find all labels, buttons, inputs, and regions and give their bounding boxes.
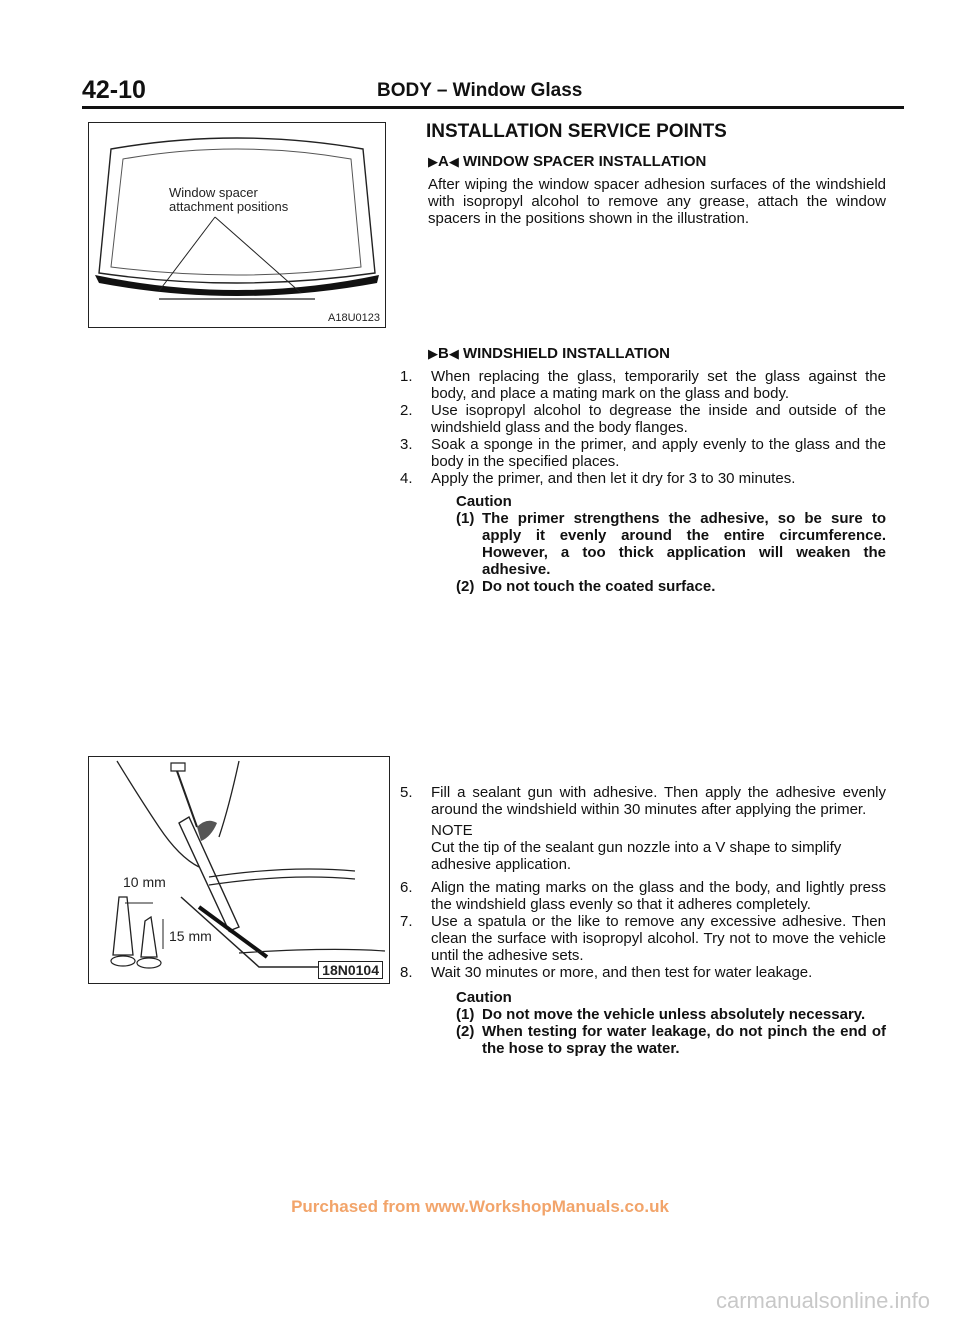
caution-text: The primer strengthens the adhesive, so be sure to apply it evenly around the entire circumference. However, a too thick application will weaken the adhesive. [482,510,886,578]
step-text: Use isopropyl alcohol to degrease the inside and outside of the windshield glass and the body flanges. [431,402,886,436]
step-text: Align the mating marks on the glass and the body, and lightly press the windshield glass evenly so that it adheres completely. [431,879,886,913]
step-text: Fill a sealant gun with adhesive. Then apply the adhesive evenly around the windshield within 30 minutes after applying the primer. [431,784,886,818]
caution-item [456,510,886,578]
left-triangle-icon: ◀ [448,346,459,361]
step-item [400,784,886,818]
section-a-body: After wiping the window spacer adhesion surfaces of the windshield with isopropyl alcohol to remove any grease, attach the window spacers in the positions shown in the illustration. [428,176,886,227]
page-number: 42-10 [82,76,146,104]
caution-number: (1) [456,510,475,527]
step-item [400,913,886,964]
windshield-spacer-drawing [89,123,385,327]
step-item [400,368,886,402]
note-title: NOTE [431,822,473,839]
section-a-marker: A [438,153,449,170]
step-number: 4. [400,470,413,487]
caution-item [456,1023,886,1057]
purchase-footer: Purchased from www.WorkshopManuals.co.uk [291,1197,669,1216]
spacer-label-line2: attachment positions [169,199,289,214]
section-b-marker: B [438,345,449,362]
step-number: 8. [400,964,413,981]
step-number: 2. [400,402,413,419]
dimension-15mm: 15 mm [169,928,212,944]
spacer-label-line1: Window spacer [169,185,258,200]
sealant-gun-figure [88,756,390,984]
step-text: Apply the primer, and then let it dry for 3 to 30 minutes. [431,470,796,487]
caution-number: (2) [456,578,475,595]
caution-item [456,578,886,595]
right-triangle-icon: ▶ [428,154,438,169]
caution-title: Caution [456,989,512,1006]
dimension-10mm: 10 mm [123,874,166,890]
section-b-title [428,345,886,362]
section-a-title-text: WINDOW SPACER INSTALLATION [463,153,707,170]
step-text: Use a spatula or the like to remove any excessive adhesive. Then clean the surface with isopropyl alcohol. Try not to move the vehicle until the adhesive sets. [431,913,886,964]
site-watermark: carmanualsonline.info [715,1288,930,1313]
step-item [400,879,886,913]
caution-text: When testing for water leakage, do not pinch the end of the hose to spray the water. [482,1023,886,1057]
step-number: 6. [400,879,413,896]
figure-code: A18U0123 [328,312,380,324]
step-item [400,436,886,470]
step-item [400,402,886,436]
step-text: Soak a sponge in the primer, and apply evenly to the glass and the body in the specified places. [431,436,886,470]
section-title: BODY – Window Glass [377,80,583,101]
caution-title: Caution [456,493,512,510]
section-a [428,153,886,227]
caution-block [456,989,886,1057]
caution-block [456,493,886,595]
step-number: 1. [400,368,413,385]
section-b-continued [400,784,886,1057]
step-text: When replacing the glass, temporarily set the glass against the body, and place a mating mark on the glass and body. [431,368,886,402]
step-item [400,470,886,487]
window-spacer-figure [88,122,386,328]
figure-code: 18N0104 [318,961,383,979]
step-number: 7. [400,913,413,930]
note-text: Cut the tip of the sealant gun nozzle into a V shape to simplify adhesive application. [431,839,842,873]
caution-item [456,1006,886,1023]
section-b [400,345,886,595]
section-b-title-text: WINDSHIELD INSTALLATION [463,345,670,362]
section-a-title [428,153,886,170]
installation-heading: INSTALLATION SERVICE POINTS [426,121,727,142]
sealant-gun-drawing [89,757,389,983]
caution-text: Do not move the vehicle unless absolutely necessary. [482,1006,866,1023]
step-text: Wait 30 minutes or more, and then test for water leakage. [431,964,813,981]
step-item [400,964,886,981]
step-number: 3. [400,436,413,453]
caution-text: Do not touch the coated surface. [482,578,716,595]
left-triangle-icon: ◀ [448,154,459,169]
note-block [431,822,886,873]
caution-number: (2) [456,1023,475,1040]
caution-number: (1) [456,1006,475,1023]
header-rule [82,106,904,109]
step-number: 5. [400,784,413,801]
right-triangle-icon: ▶ [428,346,438,361]
